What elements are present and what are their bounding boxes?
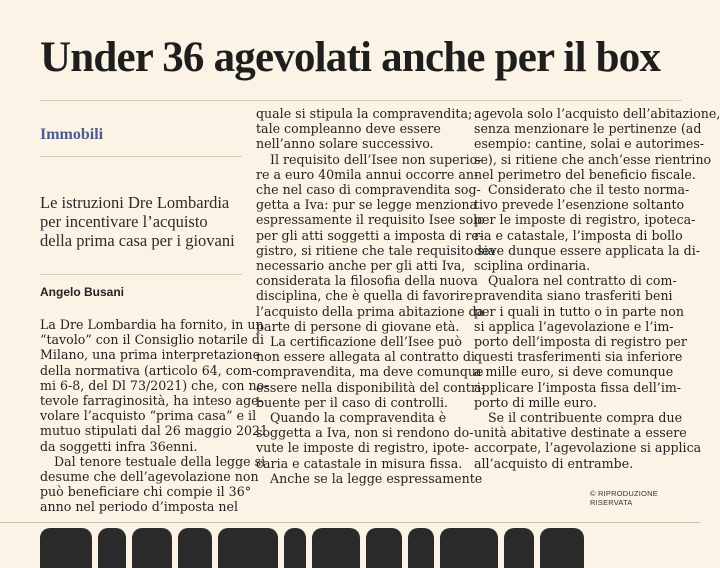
headline-divider <box>40 100 682 101</box>
text-line: applicare l’imposta fissa dell’im- <box>474 379 682 395</box>
text-line: esempio: cantine, solai e autorimes- <box>474 136 705 152</box>
text-line: La certificazione dell’Isee può <box>270 334 462 350</box>
text-line: quale si stipula la compravendita; <box>256 106 473 121</box>
text-line: da soggetti infra 36enni. <box>40 438 198 454</box>
text-line: per le imposte di registro, ipoteca- <box>474 212 696 228</box>
text-line: getta a Iva: pur se legge menziona <box>256 197 478 213</box>
text-line: agevola solo l’acquisto dell’abitazione, <box>474 106 720 121</box>
text-line: Anche se la legge espressamente <box>270 470 483 486</box>
text-line: re a euro 40mila annui occorre an- <box>256 166 479 182</box>
text-line: vute le imposte di registro, ipote- <box>256 440 470 456</box>
text-line: buente per il caso di controlli. <box>256 394 449 410</box>
text-line: Considerato che il testo norma- <box>488 182 690 198</box>
column-1-body <box>40 317 269 515</box>
text-line: necessario anche per gli atti Iva, <box>256 258 466 274</box>
text-line: non essere allegata al contratto di <box>256 349 475 365</box>
text-line: che nel caso di compravendita sog- <box>256 182 481 198</box>
text-line: senza menzionare le pertinenze (ad <box>474 121 702 137</box>
text-line: ria e catastale, l’imposta di bollo <box>474 227 683 243</box>
column-1 <box>40 106 269 515</box>
text-line: compravendita, ma deve comunque <box>256 364 484 380</box>
text-line: all’acquisto di entrambe. <box>474 455 634 471</box>
text-line: tale compleanno deve essere <box>256 121 441 137</box>
text-line: a mille euro, si deve comunque <box>474 364 674 380</box>
text-line: per gli atti soggetti a imposta di re- <box>256 227 484 243</box>
subhead-line: Le istruzioni Dre Lombardia <box>40 193 230 212</box>
text-line: soggetta a Iva, non si rendono do- <box>256 425 474 441</box>
column-3 <box>474 106 720 471</box>
text-line: pravendita siano trasferiti beni <box>474 288 673 304</box>
text-line: Milano, una prima interpretazione <box>40 347 261 363</box>
text-line: “tavolo” con il Consiglio notarile di <box>40 332 264 348</box>
section-divider <box>40 156 242 157</box>
copyright-note: © RIPRODUZIONE RISERVATA <box>590 489 658 507</box>
author-byline: Angelo Busani <box>40 285 125 299</box>
text-line: accorpate, l’agevolazione si applica <box>474 440 702 456</box>
text-line: Se il contribuente compra due <box>488 410 683 426</box>
text-line: volare l’acquisto “prima casa” e il <box>40 408 257 424</box>
text-line: Il requisito dell’Isee non superio- <box>270 151 482 167</box>
text-line: La Dre Lombardia ha fornito, in un <box>40 317 264 332</box>
subhead-line: per incentivare l’acquisto <box>40 212 208 231</box>
text-line: essere nella disponibilità del contri- <box>256 379 486 395</box>
text-line: desume che dell’agevolazione non <box>40 469 259 485</box>
text-line: unità abitative destinate a essere <box>474 425 687 441</box>
subhead-line: della prima casa per i giovani <box>40 231 235 250</box>
text-line: porto di mille euro. <box>474 394 597 410</box>
text-line: può beneficiare chi compie il 36° <box>40 484 252 500</box>
text-line: l’acquisto della prima abitazione da <box>256 303 485 319</box>
text-line: gistro, si ritiene che tale requisito sia <box>256 242 496 258</box>
text-line: nell’anno solare successivo. <box>256 136 434 152</box>
bottom-divider <box>0 522 700 523</box>
text-line: nel perimetro del beneficio fiscale. <box>474 166 696 182</box>
article-subhead <box>40 193 242 250</box>
text-line: Quando la compravendita è <box>270 410 447 426</box>
text-line: se), si ritiene che anch’esse rientrino <box>474 151 712 167</box>
text-line: caria e catastale in misura fissa. <box>256 455 463 471</box>
text-line: mi 6-8, del Dl 73/2021) che, con no- <box>40 377 269 393</box>
text-line: mutuo stipulati dal 26 maggio 2021 <box>40 423 269 439</box>
text-line: si applica l’agevolazione e l’im- <box>474 318 674 334</box>
text-line: porto dell’imposta di registro per <box>474 334 687 350</box>
text-line: questi trasferimenti sia inferiore <box>474 349 683 365</box>
text-line: tivo prevede l’esenzione soltanto <box>474 197 685 213</box>
text-line: parte di persone di giovane età. <box>256 318 460 334</box>
cropped-next-headline <box>40 528 680 551</box>
text-line: tevole farraginosità, ha inteso age- <box>40 393 263 409</box>
text-line: disciplina, che è quella di favorire <box>256 288 474 304</box>
text-line: della normativa (articolo 64, com- <box>40 362 257 378</box>
text-line: Dal tenore testuale della legge si <box>54 453 266 469</box>
text-line: espressamente il requisito Isee solo <box>256 212 485 228</box>
text-line: sciplina ordinaria. <box>474 258 591 274</box>
article-headline: Under 36 agevolati anche per il box <box>40 34 661 81</box>
text-line: anno nel periodo d’imposta nel <box>40 499 239 515</box>
text-line: considerata la filosofia della nuova <box>256 273 478 289</box>
section-label: Immobili <box>40 126 104 143</box>
text-line: per i quali in tutto o in parte non <box>474 303 684 319</box>
subhead-divider <box>40 274 242 275</box>
text-line: deve dunque essere applicata la di- <box>474 242 701 258</box>
column-2 <box>256 106 496 486</box>
text-line: Qualora nel contratto di com- <box>488 273 677 289</box>
